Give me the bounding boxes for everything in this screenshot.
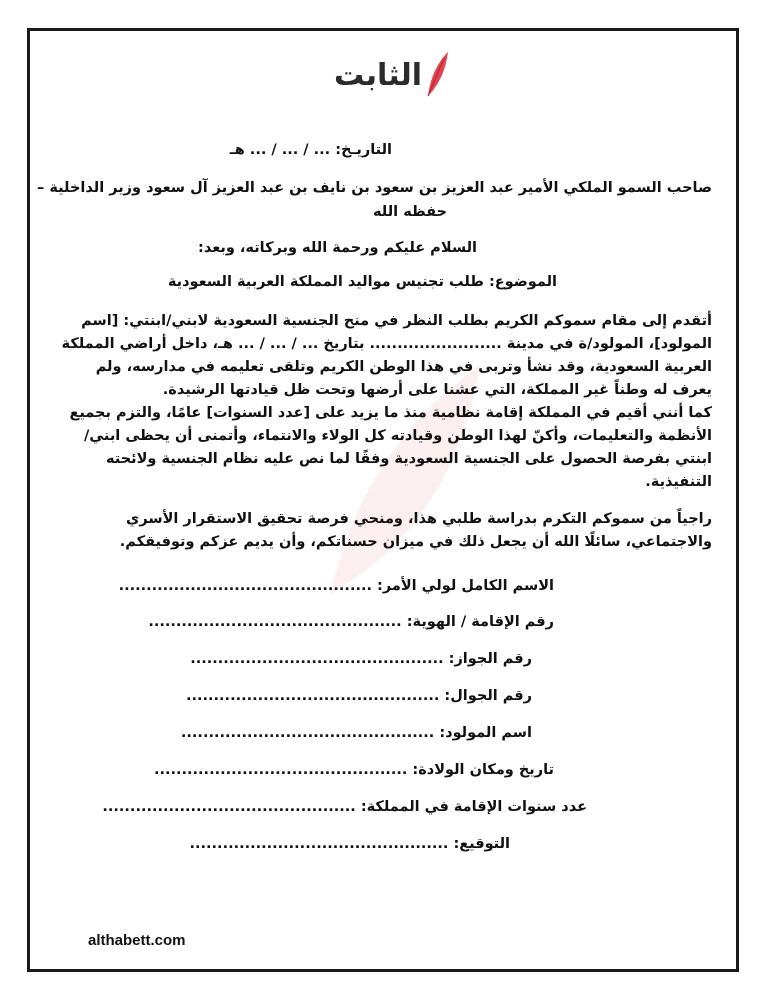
greeting: السلام عليكم ورحمة الله وبركاته، وبعد: [198, 240, 477, 256]
request-paragraph: أتقدم إلى مقام سموكم الكريم بطلب النظر في منح الجنسية السعودية لابني/ابنتي: [اسم المولود]، المولود/ة في مدينة ........................ بتاريخ ... / ... / ... هـ، داخل أراضي المملكة العربية السعودية، وقد نشأ وتربى في هذا الوطن الكريم وتلقى تعليمه في مدارسه، ولم يعرف له وطناً غير المملكة، التي عشنا على أرضها وتحت ظل قيادتها الرشيدة. [61, 313, 712, 398]
feather-icon [422, 50, 452, 98]
passport-field: رقم الجواز: .............................................. [190, 651, 532, 667]
logo-text: الثابت [334, 58, 423, 93]
signature-field: التوقيع: ............................................... [189, 836, 510, 852]
newborn-name-field: اسم المولود: .............................................. [180, 725, 532, 741]
addressee-line: صاحب السمو الملكي الأمير عبد العزيز بن سعود بن نايف بن عبد العزيز آل سعود وزير الداخلية – [37, 180, 712, 196]
closing-paragraph: راجياً من سموكم التكرم بدراسة طلبي هذا، ومنحي فرصة تحقيق الاستقرار الأسري والاجتماعي، سائلًا الله أن يجعل ذلك في ميزان حسناتكم، وأن يديم عزكم وتوفيقكم. [119, 511, 712, 550]
mobile-field: رقم الجوال: .............................................. [186, 688, 532, 704]
addressee-blessing: حفظه الله [373, 204, 447, 220]
guardian-name-field: الاسم الكامل لولي الأمر: .............................................. [118, 578, 554, 594]
residence-paragraph: كما أنني أقيم في المملكة إقامة نظامية منذ ما يزيد على [عدد السنوات] عامًا، والتزم بجميع الأنظمة والتعليمات، وأكنّ لهذا الوطن وقيادته كل الولاء والانتماء، وأتمنى أن يحظى ابني/ابنتي بفرصة الحصول على الجنسية السعودية وفقًا لما نص عليه نظام الجنسية ولائحته التنفيذية. [69, 405, 712, 490]
subject-line: الموضوع: طلب تجنيس مواليد المملكة العربية السعودية [167, 274, 557, 290]
birth-date-place-field: تاريخ ومكان الولادة: .............................................. [153, 762, 554, 778]
date-line: التاريـخ: ... / ... / ... هـ [229, 142, 392, 158]
residence-id-field: رقم الإقامة / الهوية: .............................................. [148, 614, 554, 630]
residence-years-field: عدد سنوات الإقامة في المملكة: .............................................. [102, 799, 587, 815]
brand-logo [330, 48, 450, 100]
website-footer: althabett.com [88, 932, 186, 949]
